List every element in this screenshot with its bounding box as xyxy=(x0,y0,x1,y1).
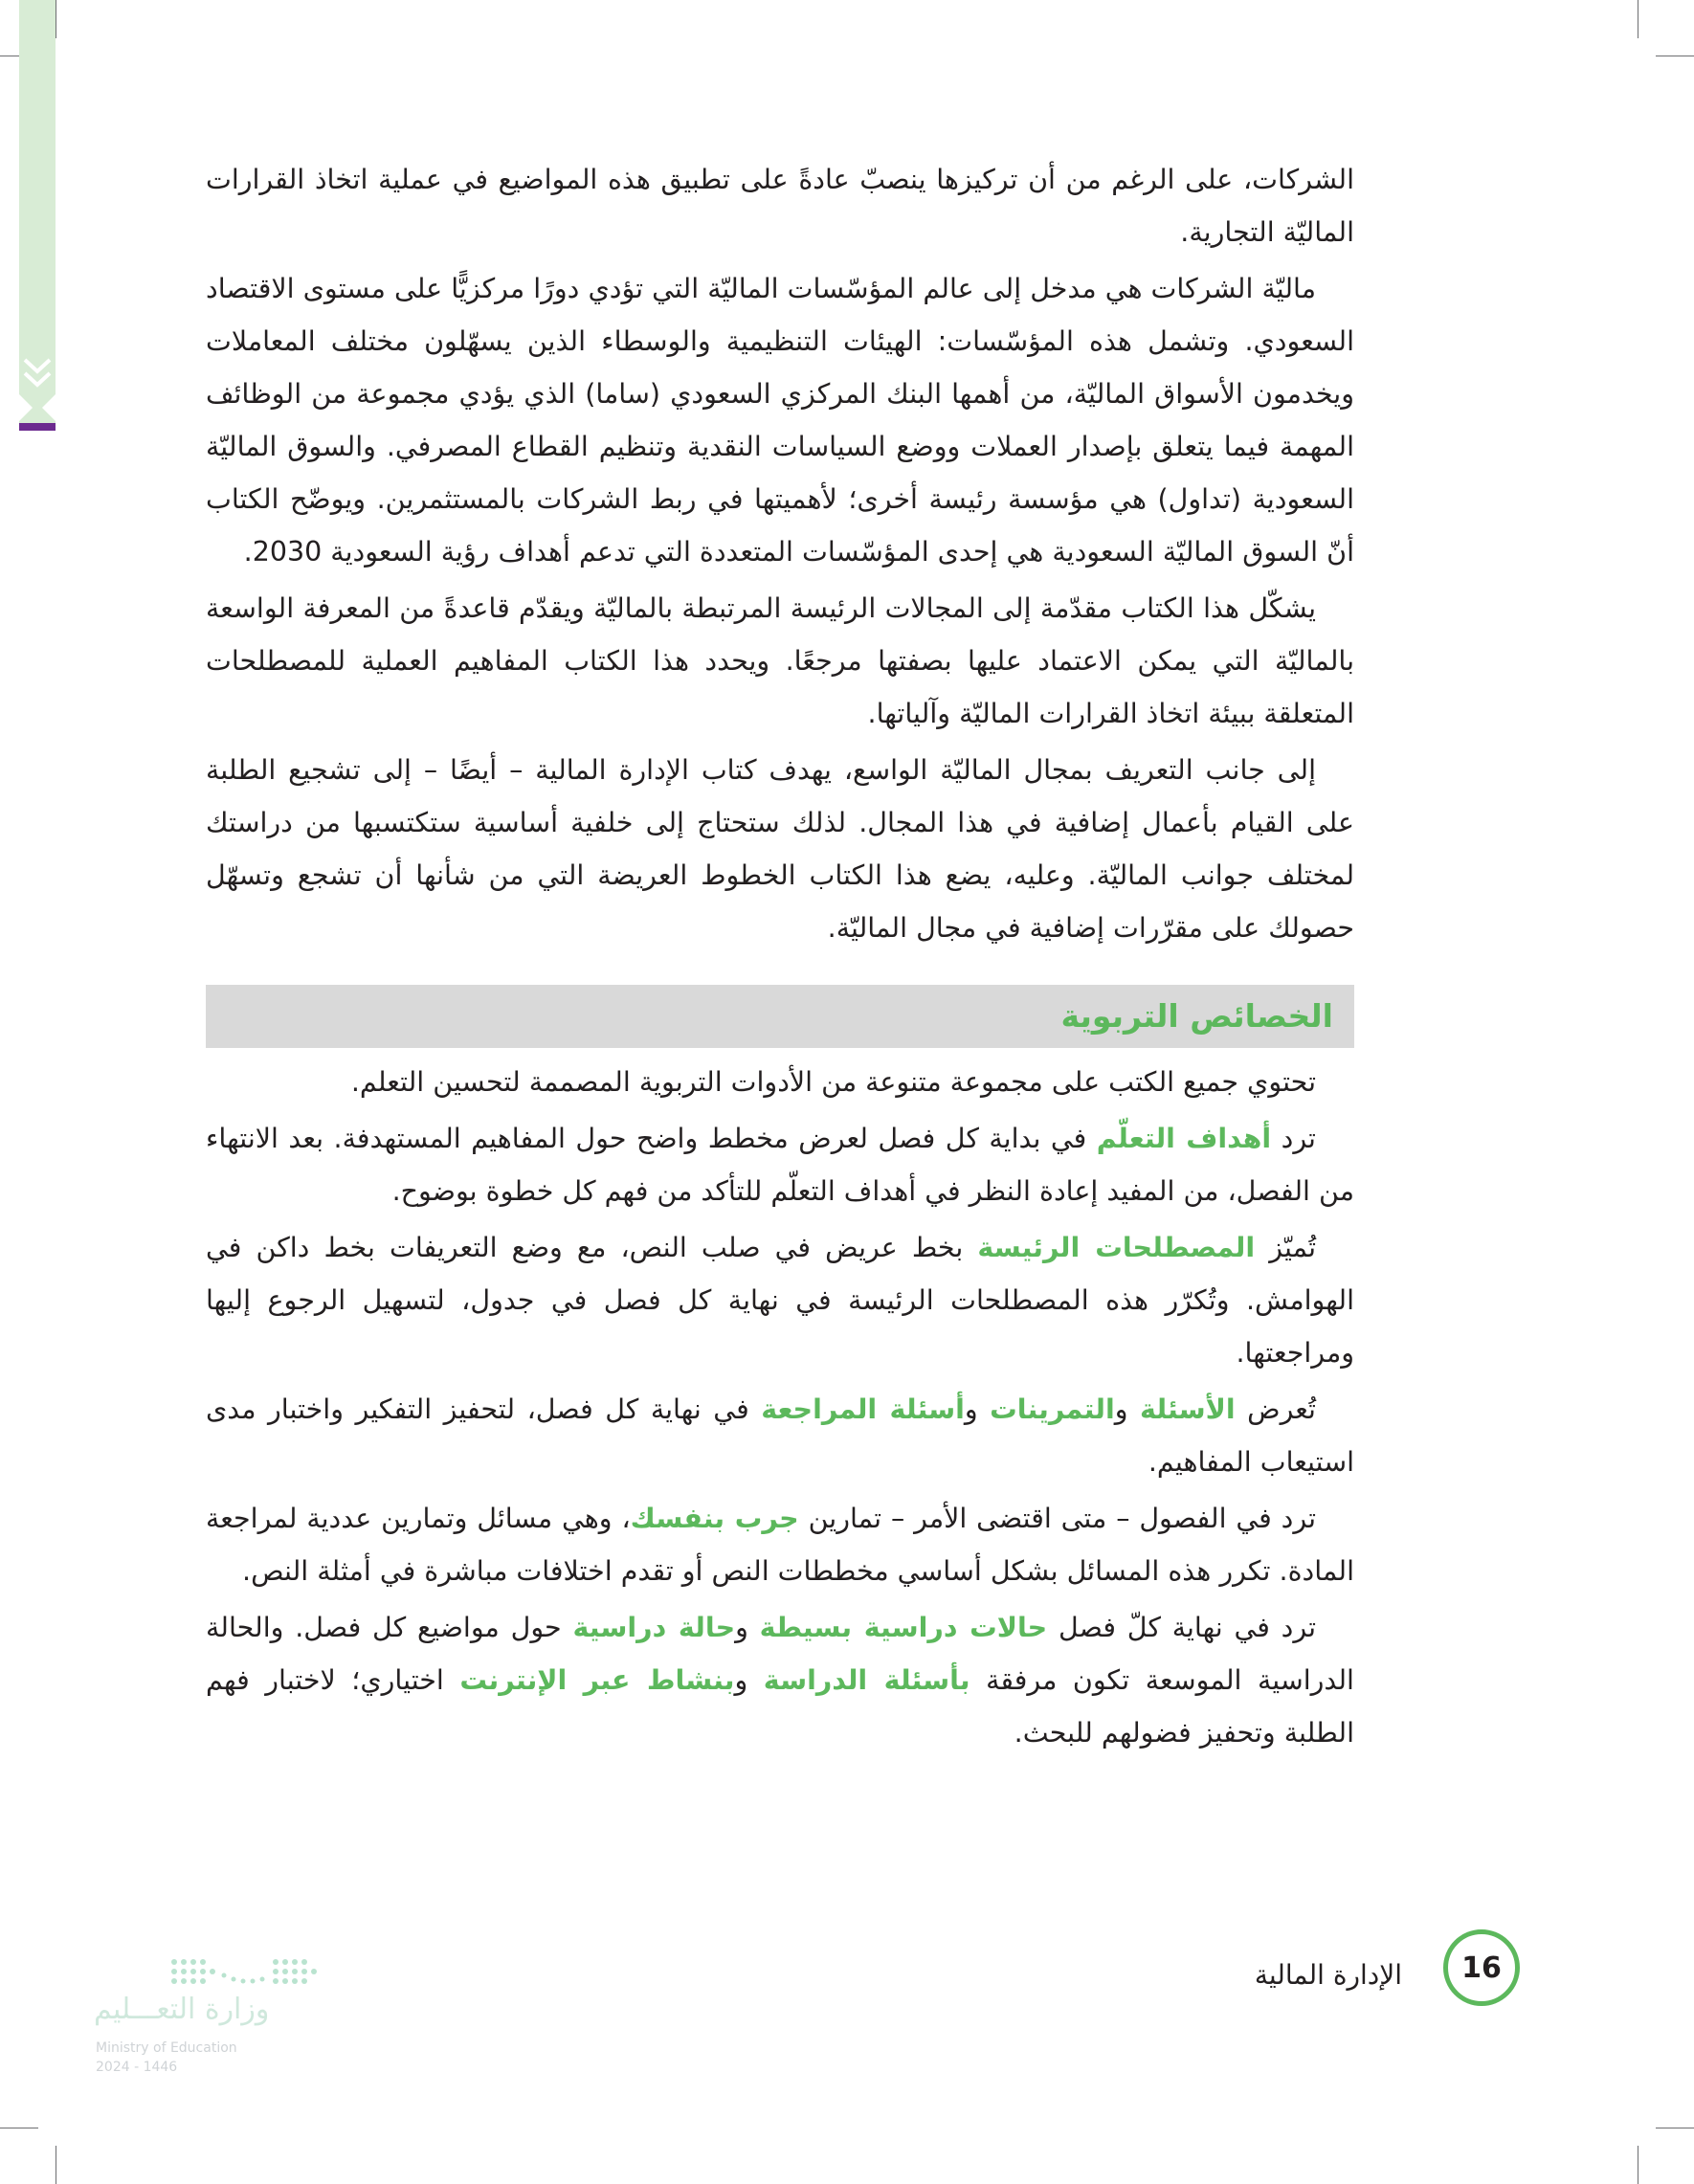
ministry-name-english: Ministry of Education xyxy=(96,2040,237,2056)
highlight-term: التمرينات xyxy=(990,1393,1115,1425)
feature-paragraph: تحتوي جميع الكتب على مجموعة متنوعة من الأدوات التربوية المصممة لتحسين التعلم. xyxy=(350,1066,1316,1098)
feature-paragraph xyxy=(206,1492,1354,1597)
text-run: و xyxy=(734,1664,764,1696)
body-paragraph: ماليّة الشركات هي مدخل إلى عالم المؤسّسات الماليّة التي تؤدي دورًا مركزيًّا على مستوى الاقتصاد السعودي. وتشمل هذه المؤسّسات: الهيئات التنظيمية والوسطاء الذين يسهّلون مختلف المعاملات ويخدمون الأسواق الماليّة، من أهمها البنك المركزي السعودي (ساما) الذي يؤدي مجموعة من الوظائف المهمة فيما يتعلق بإصدار العملات ووضع السياسات النقدية وتنظيم القطاع المصرفي. والسوق الماليّة السعودية (تداول) هي مؤسسة رئيسة أخرى؛ لأهميتها في ربط الشركات بالمستثمرين. ويوضّح الكتاب أنّ السوق الماليّة السعودية هي إحدى المؤسّسات المتعددة التي تدعم أهداف رؤية السعودية 2030. xyxy=(206,273,1354,568)
text-run: ترد في نهاية كلّ فصل xyxy=(1047,1612,1316,1643)
ministry-logo xyxy=(94,1952,362,2153)
highlight-term: بأسئلة الدراسة xyxy=(763,1664,970,1696)
text-run: في بداية كل فصل لعرض مخطط واضح حول المفاهيم المستهدفة. بعد الانتهاء من الفصل، من المفيد إعادة النظر في أهداف التعلّم للتأكد من فهم كل خطوة بوضوح. xyxy=(206,1123,1354,1207)
text-run: و xyxy=(735,1612,760,1643)
feature-paragraph xyxy=(206,1383,1354,1488)
text-run: حول مواضيع كل فصل. والحالة الدراسية الموسعة تكون مرفقة xyxy=(206,1612,1354,1696)
section-heading-bar xyxy=(206,985,1354,1048)
text-run: تُعرض xyxy=(1235,1393,1316,1425)
highlight-term: أسئلة المراجعة xyxy=(761,1393,965,1425)
highlight-term: الأسئلة xyxy=(1140,1393,1236,1425)
text-run: ، وهي مسائل وتمارين عددية لمراجعة المادة. تكرر هذه المسائل بشكل أساسي مخططات النص أو تقدم اختلافات مباشرة في أمثلة النص. xyxy=(206,1503,1354,1587)
highlight-term: المصطلحات الرئيسة xyxy=(977,1232,1256,1263)
text-run: تُميّز xyxy=(1255,1232,1316,1263)
ministry-name-arabic: وزارة التعـــليم xyxy=(94,1993,270,2026)
feature-paragraph xyxy=(206,1221,1354,1379)
main-content xyxy=(206,153,1354,1763)
highlight-term: أهداف التعلّم xyxy=(1096,1123,1272,1154)
text-run: بخط عريض في صلب النص، مع وضع التعريفات بخط داكن في الهوامش. وتُكرّر هذه المصطلحات الرئيسة في نهاية كل فصل في جدول، لتسهيل الرجوع إليها ومراجعتها. xyxy=(206,1232,1354,1369)
side-chevron-decoration xyxy=(19,356,56,433)
body-paragraph: يشكّل هذا الكتاب مقدّمة إلى المجالات الرئيسة المرتبطة بالماليّة ويقدّم قاعدةً من المعرفة الواسعة بالماليّة التي يمكن الاعتماد عليها بصفتها مرجعًا. ويحدد هذا الكتاب المفاهيم العملية للمصطلحات المتعلقة ببيئة اتخاذ القرارات الماليّة وآلياتها. xyxy=(206,592,1354,729)
highlight-term: بنشاط عبر الإنترنت xyxy=(459,1664,735,1696)
text-run: و xyxy=(964,1393,991,1425)
highlight-term: حالات دراسية بسيطة xyxy=(759,1612,1048,1643)
body-paragraph: إلى جانب التعريف بمجال الماليّة الواسع، يهدف كتاب الإدارة المالية – أيضًا – إلى تشجيع الطلبة على القيام بأعمال إضافية في هذا المجال. لذلك ستحتاج إلى خلفية أساسية ستكتسبها من دراستك لمختلف جوانب الماليّة. وعليه، يضع هذا الكتاب الخطوط العريضة التي من شأنها أن تشجع وتسهّل حصولك على مقرّرات إضافية في مجال الماليّة. xyxy=(206,754,1354,944)
page-number: 16 xyxy=(1443,1929,1520,2006)
book-title: الإدارة المالية xyxy=(1254,1959,1402,1991)
highlight-term: جرب بنفسك xyxy=(630,1503,799,1534)
text-run: في نهاية كل فصل، لتحفيز التفكير واختبار مدى استيعاب المفاهيم. xyxy=(206,1393,1354,1478)
highlight-term: حالة دراسية xyxy=(572,1612,736,1643)
text-run: اختياري؛ لاختبار فهم الطلبة وتحفيز فضولهم للبحث. xyxy=(206,1664,1354,1749)
edition-year: 2024 - 1446 xyxy=(96,2060,178,2075)
feature-paragraph xyxy=(206,1601,1354,1759)
section-heading: الخصائص التربوية xyxy=(1060,997,1333,1035)
text-run: و xyxy=(1114,1393,1141,1425)
feature-paragraph xyxy=(206,1112,1354,1217)
text-run: ترد xyxy=(1271,1123,1316,1154)
text-run: ترد في الفصول – متى اقتضى الأمر – تمارين xyxy=(798,1503,1317,1534)
body-paragraph: الشركات، على الرغم من أن تركيزها ينصبّ عادةً على تطبيق هذه المواضيع في عملية اتخاذ القرارات الماليّة التجارية. xyxy=(206,164,1354,248)
